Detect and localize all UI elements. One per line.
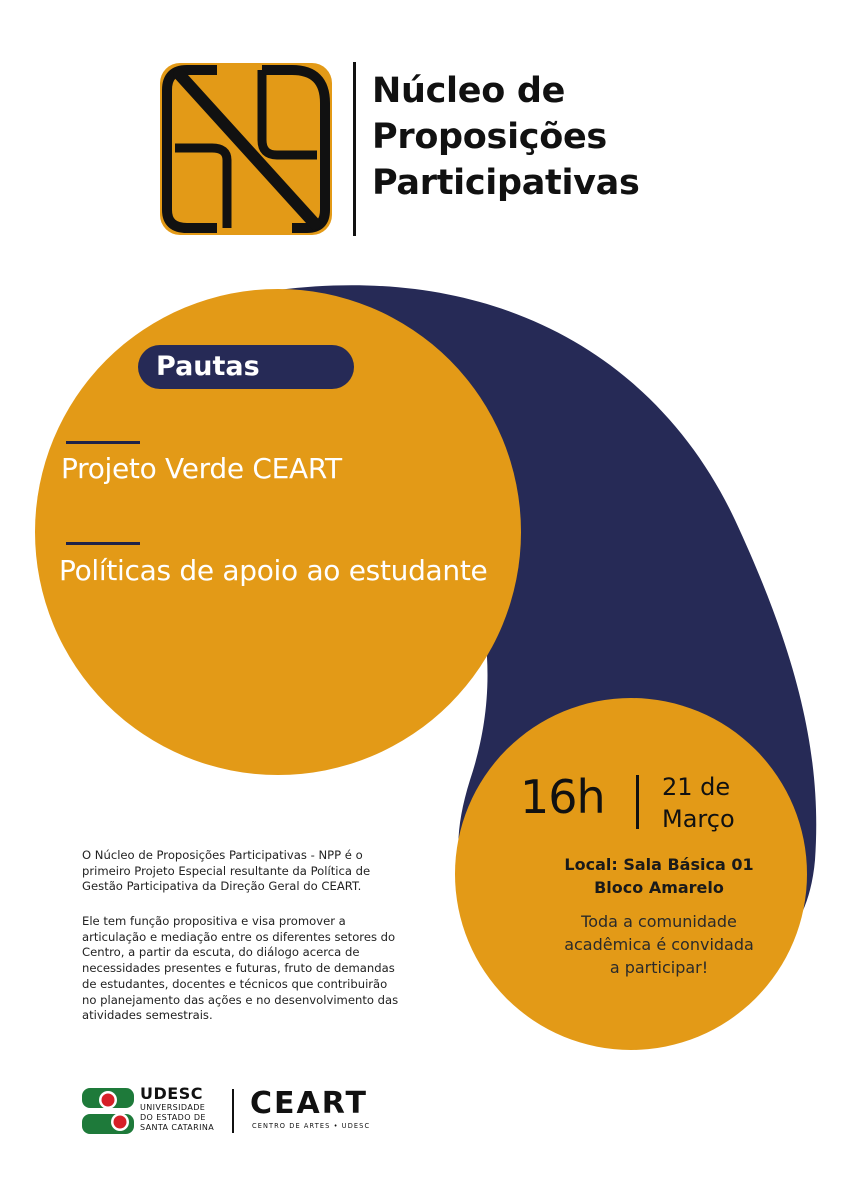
desc-p1-line: primeiro Projeto Especial resultante da Política de: [82, 863, 371, 878]
desc-p2-line: de estudantes, docentes e técnicos que contribuirão: [82, 976, 388, 991]
invite-line-1: Toda a comunidade: [581, 912, 737, 931]
desc-p2-line: articulação e mediação entre os diferentes setores do: [82, 929, 396, 944]
title-line-1: Núcleo de: [372, 71, 566, 111]
invite-line-3: a participar!: [609, 958, 709, 977]
agenda-item-2-dash: [66, 542, 140, 545]
desc-p1-line: Gestão Participativa da Direção Geral do CEART.: [82, 879, 362, 894]
invite-line-2: acadêmica é convidada: [564, 935, 754, 954]
desc-p2-line: necessidades presentes e futuras, fruto de demandas: [82, 961, 395, 976]
desc-p2-line: Ele tem função propositiva e visa promover a: [82, 914, 346, 928]
description-paragraph-1: [82, 848, 402, 895]
title-line-2: Proposições: [372, 117, 607, 157]
npp-monogram-logo: [157, 60, 335, 238]
event-date: [662, 771, 735, 835]
title-line-3: Participativas: [372, 163, 640, 203]
title-divider: [353, 62, 356, 236]
ceart-logo: CEART: [250, 1086, 368, 1121]
event-location-line-2: Bloco Amarelo: [594, 878, 724, 897]
ceart-subtitle: CENTRO DE ARTES • UDESC: [252, 1122, 371, 1130]
desc-p2-line: no planejamento das ações e no desenvolvimento das: [82, 992, 399, 1007]
udesc-name: UDESC: [140, 1084, 203, 1103]
desc-p2-line: atividades semestrais.: [82, 1008, 213, 1023]
event-time: 16h: [520, 770, 605, 824]
footer-logo-divider: [232, 1089, 234, 1133]
event-date-line-1: 21 de: [662, 773, 731, 801]
desc-p2-line: Centro, a partir da escuta, do diálogo acerca de: [82, 945, 360, 960]
udesc-sub-line-3: SANTA CATARINA: [140, 1123, 215, 1132]
udesc-logo-icon: [82, 1088, 134, 1134]
event-location-line-1: Local: Sala Básica 01: [564, 855, 754, 874]
udesc-sub-line-2: DO ESTADO DE: [140, 1113, 206, 1122]
agenda-item-2: Políticas de apoio ao estudante: [59, 554, 488, 587]
description-paragraph-2: [82, 914, 402, 1024]
udesc-sub-line-1: UNIVERSIDADE: [140, 1103, 206, 1112]
agenda-item-1-dash: [66, 441, 140, 444]
time-date-divider: [636, 775, 639, 829]
program-title: [372, 68, 692, 206]
agenda-heading: Pautas: [156, 351, 260, 382]
desc-p1-line: O Núcleo de Proposições Participativas - NPP é o: [82, 848, 363, 862]
agenda-item-1: Projeto Verde CEART: [61, 452, 342, 485]
event-date-line-2: Março: [662, 805, 735, 833]
